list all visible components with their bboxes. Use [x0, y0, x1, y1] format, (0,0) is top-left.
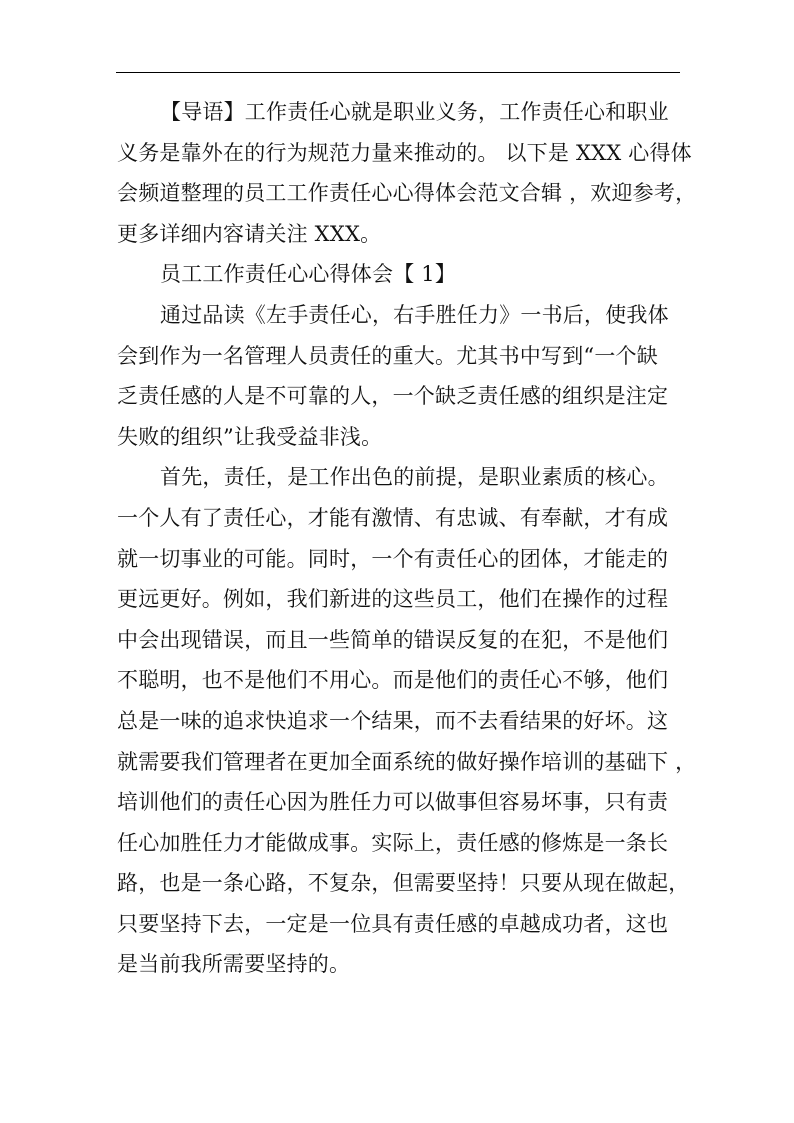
- paragraph-line: 不聪明，也不是他们不用心。而是他们的责任心不够，他们: [117, 668, 669, 693]
- paragraph-line: 只要坚持下去，一定是一位具有责任感的卓越成功者，这也: [117, 911, 669, 936]
- paragraph-line: 是当前我所需要坚持的。: [117, 952, 351, 977]
- intro-line: 【导语】工作责任心就是职业义务，工作责任心和职业: [160, 100, 669, 124]
- intro-line: 会频道整理的员工工作责任心心得体会范文合辑 ，欢迎参考，: [117, 181, 697, 206]
- section-title: 员工工作责任心心得体会【 1】: [160, 262, 457, 287]
- paragraph-line: 首先，责任，是工作出色的前提，是职业素质的核心。: [160, 465, 669, 490]
- paragraph-line: 更远更好。例如，我们新进的这些员工，他们在操作的过程: [117, 587, 669, 612]
- paragraph-line: 中会出现错误，而且一些简单的错误反复的在犯，不是他们: [117, 627, 669, 652]
- paragraph-line: 失败的组织”让我受益非浅。: [117, 424, 383, 449]
- paragraph-line: 一个人有了责任心，才能有激情、有忠诚、有奉献，才有成: [117, 505, 669, 530]
- paragraph-line: 就需要我们管理者在更加全面系统的做好操作培训的基础下 ，: [117, 749, 697, 774]
- paragraph-line: 就一切事业的可能。同时，一个有责任心的团体，才能走的: [117, 546, 669, 571]
- paragraph-line: 会到作为一名管理人员责任的重大。尤其书中写到“一个缺: [117, 343, 658, 368]
- intro-line: 更多详细内容请关注 XXX。: [117, 221, 382, 246]
- paragraph-line: 路，也是一条心路，不复杂，但需要坚持！只要从现在做起，: [117, 871, 690, 896]
- paragraph-line: 通过品读《左手责任心，右手胜任力》一书后，使我体: [160, 302, 669, 327]
- header-rule: [116, 72, 680, 73]
- paragraph-line: 总是一味的追求快追求一个结果，而不去看结果的好坏。这: [117, 708, 669, 733]
- intro-line: 义务是靠外在的行为规范力量来推动的。 以下是 XXX 心得体: [117, 140, 692, 165]
- document-body: [117, 92, 697, 985]
- paragraph-line: 乏责任感的人是不可靠的人，一个缺乏责任感的组织是注定: [117, 384, 669, 409]
- paragraph-line: 培训他们的责任心因为胜任力可以做事但容易坏事，只有责: [117, 790, 669, 815]
- paragraph-line: 任心加胜任力才能做成事。实际上，责任感的修炼是一条长: [117, 830, 669, 855]
